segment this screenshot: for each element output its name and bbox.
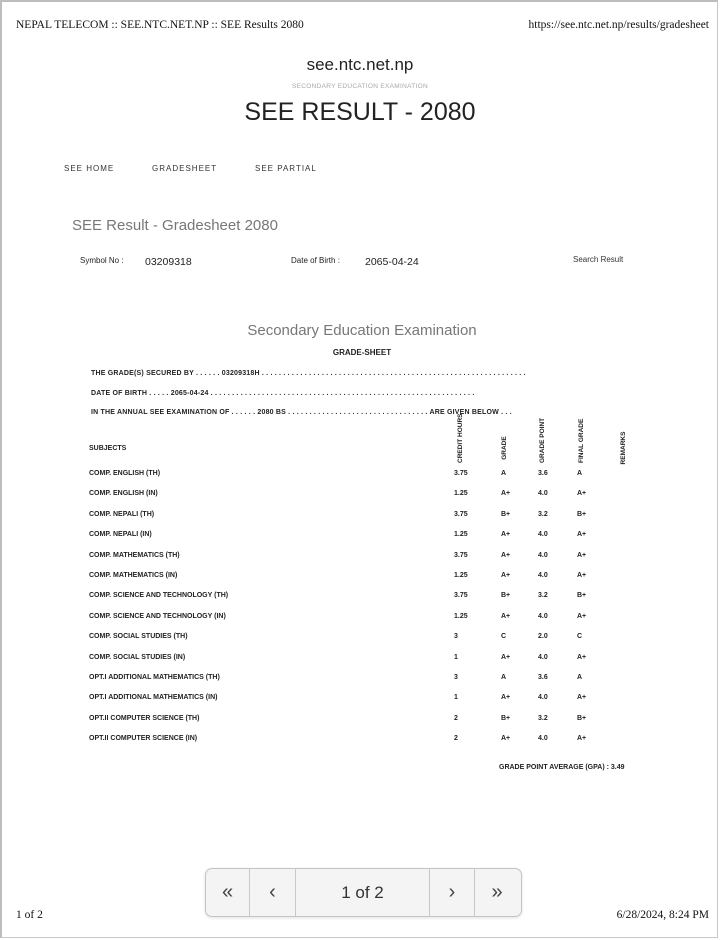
grade-cell: A+	[501, 694, 511, 701]
dob-label: Date of Birth :	[291, 256, 340, 265]
grade-point-cell: 4.0	[538, 654, 548, 661]
final-grade-cell: A+	[577, 552, 587, 559]
subject-cell: COMP. SOCIAL STUDIES (TH)	[89, 633, 188, 640]
credit-hours-cell: 3.75	[454, 511, 468, 518]
table-row	[0, 613, 720, 633]
double-chevron-left-icon: «	[221, 881, 234, 903]
page-title: SEE RESULT - 2080	[244, 98, 476, 126]
grade-cell: B+	[501, 511, 511, 518]
table-row	[0, 735, 720, 755]
final-grade-cell: C	[577, 633, 583, 640]
final-grade-cell: A	[577, 470, 583, 477]
next-page-button[interactable]	[430, 869, 475, 916]
gradesheet-label: GRADE-SHEET	[332, 348, 392, 357]
subject-cell: COMP. ENGLISH (TH)	[89, 470, 161, 477]
final-grade-cell: A+	[577, 613, 587, 620]
table-row	[0, 552, 720, 572]
credit-hours-cell: 2	[454, 735, 458, 742]
credit-hours-cell: 3.75	[454, 470, 468, 477]
final-grade-cell: A	[577, 674, 583, 681]
grade-cell: A+	[501, 735, 511, 742]
print-header-url: https://see.ntc.net.np/results/gradesheet	[528, 19, 709, 31]
dob-value[interactable]: 2065-04-24	[365, 256, 419, 268]
credit-hours-cell: 1.25	[454, 572, 468, 579]
subject-cell: COMP. SOCIAL STUDIES (IN)	[89, 654, 186, 661]
statement-secured-by: THE GRADE(S) SECURED BY . . . . . . 03209318H . . . . . . . . . . . . . . . . . . . . . . . . . . . . . . . . . . . . . . . . . . . . . . . . . . . . . . . . . . . . . .	[91, 370, 526, 377]
search-result-button[interactable]: Search Result	[573, 255, 624, 264]
gradesheet-heading: SEE Result - Gradesheet 2080	[72, 217, 278, 234]
exam-title: Secondary Education Examination	[247, 322, 477, 339]
credit-hours-cell: 1.25	[454, 490, 468, 497]
grade-point-cell: 4.0	[538, 613, 548, 620]
grade-cell: A+	[501, 613, 511, 620]
page-indicator-text: 1 of 2	[341, 882, 384, 902]
grade-cell: A+	[501, 490, 511, 497]
table-row	[0, 633, 720, 653]
final-grade-cell: A+	[577, 694, 587, 701]
statement-dob: DATE OF BIRTH . . . . . 2065-04-24 . . . . . . . . . . . . . . . . . . . . . . . . . . . . . . . . . . . . . . . . . . . . . . . . . . . . . . . . . . . . . .	[91, 390, 475, 397]
grade-point-cell: 2.0	[538, 633, 548, 640]
nav-gradesheet[interactable]: GRADESHEET	[152, 164, 218, 173]
table-row	[0, 592, 720, 612]
grade-point-cell: 4.0	[538, 531, 548, 538]
site-subtitle: SECONDARY EDUCATION EXAMINATION	[292, 83, 428, 90]
symbol-label: Symbol No :	[80, 256, 124, 265]
grade-point-cell: 4.0	[538, 552, 548, 559]
first-page-button[interactable]	[206, 869, 250, 916]
subject-cell: OPT.II COMPUTER SCIENCE (TH)	[89, 715, 200, 722]
print-footer-page: 1 of 2	[16, 909, 43, 921]
credit-hours-cell: 1	[454, 694, 458, 701]
grade-cell: A	[501, 674, 507, 681]
final-grade-cell: A+	[577, 654, 587, 661]
nav-see-partial[interactable]: SEE PARTIAL	[255, 164, 317, 173]
page-indicator[interactable]	[296, 869, 430, 916]
grade-cell: C	[501, 633, 507, 640]
final-grade-cell: B+	[577, 511, 587, 518]
table-row	[0, 674, 720, 694]
chevron-right-icon: ›	[448, 881, 456, 903]
statement-exam: IN THE ANNUAL SEE EXAMINATION OF . . . . . . 2080 BS . . . . . . . . . . . . . . . . . . . . . . . . . . . . . . . . . ARE GIVEN BELOW . . .	[91, 409, 512, 416]
table-row	[0, 694, 720, 714]
credit-hours-cell: 1.25	[454, 613, 468, 620]
grade-point-cell: 4.0	[538, 490, 548, 497]
subject-cell: OPT.I ADDITIONAL MATHEMATICS (IN)	[89, 694, 218, 701]
subject-cell: COMP. SCIENCE AND TECHNOLOGY (TH)	[89, 592, 229, 599]
grade-cell: A+	[501, 572, 511, 579]
subject-cell: OPT.I ADDITIONAL MATHEMATICS (TH)	[89, 674, 220, 681]
credit-hours-cell: 1	[454, 654, 458, 661]
chevron-left-icon: ‹	[269, 881, 276, 903]
final-grade-cell: B+	[577, 592, 587, 599]
credit-hours-cell: 3.75	[454, 592, 468, 599]
grade-cell: A+	[501, 531, 511, 538]
column-final-grade: FINAL GRADE	[578, 418, 585, 463]
grade-point-cell: 3.6	[538, 470, 548, 477]
print-header-title: NEPAL TELECOM :: SEE.NTC.NET.NP :: SEE Results 2080	[16, 19, 304, 31]
grade-point-cell: 3.2	[538, 511, 548, 518]
grade-cell: B+	[501, 715, 511, 722]
grade-cell: A	[501, 470, 507, 477]
column-grade: GRADE	[501, 436, 508, 460]
subject-cell: COMP. MATHEMATICS (IN)	[89, 572, 178, 579]
subject-cell: COMP. NEPALI (TH)	[89, 511, 155, 518]
final-grade-cell: A+	[577, 531, 587, 538]
page-navigator	[205, 868, 522, 917]
subject-cell: COMP. ENGLISH (IN)	[89, 490, 158, 497]
grade-point-cell: 4.0	[538, 572, 548, 579]
subject-cell: COMP. SCIENCE AND TECHNOLOGY (IN)	[89, 613, 226, 620]
grade-cell: B+	[501, 592, 511, 599]
table-row	[0, 531, 720, 551]
grade-point-cell: 3.6	[538, 674, 548, 681]
symbol-value[interactable]: 03209318	[145, 256, 192, 268]
table-row	[0, 490, 720, 510]
credit-hours-cell: 3	[454, 674, 458, 681]
column-subjects: SUBJECTS	[89, 445, 127, 452]
previous-page-button[interactable]	[250, 869, 296, 916]
grade-point-cell: 4.0	[538, 735, 548, 742]
table-row	[0, 654, 720, 674]
credit-hours-cell: 3.75	[454, 552, 468, 559]
final-grade-cell: A+	[577, 490, 587, 497]
site-name: see.ntc.net.np	[306, 55, 414, 74]
column-remarks: REMARKS	[620, 431, 627, 465]
subject-cell: COMP. MATHEMATICS (TH)	[89, 552, 180, 559]
nav-see-home[interactable]: SEE HOME	[64, 164, 115, 173]
subject-cell: COMP. NEPALI (IN)	[89, 531, 152, 538]
subject-cell: OPT.II COMPUTER SCIENCE (IN)	[89, 735, 198, 742]
table-row	[0, 511, 720, 531]
last-page-button[interactable]	[475, 869, 519, 916]
table-row	[0, 715, 720, 735]
table-row	[0, 470, 720, 490]
grade-point-cell: 4.0	[538, 694, 548, 701]
credit-hours-cell: 2	[454, 715, 458, 722]
column-grade-point: GRADE POINT	[539, 417, 546, 463]
double-chevron-right-icon: »	[491, 881, 503, 903]
grade-point-cell: 3.2	[538, 592, 548, 599]
table-row	[0, 572, 720, 592]
column-credit-hours: CREDIT HOURS	[457, 413, 464, 463]
final-grade-cell: A+	[577, 735, 587, 742]
final-grade-cell: A+	[577, 572, 587, 579]
print-footer-datetime: 6/28/2024, 8:24 PM	[616, 909, 709, 921]
gpa-value: GRADE POINT AVERAGE (GPA) : 3.49	[499, 764, 625, 771]
grade-point-cell: 3.2	[538, 715, 548, 722]
credit-hours-cell: 3	[454, 633, 458, 640]
grade-cell: A+	[501, 654, 511, 661]
final-grade-cell: B+	[577, 715, 587, 722]
grade-cell: A+	[501, 552, 511, 559]
credit-hours-cell: 1.25	[454, 531, 468, 538]
